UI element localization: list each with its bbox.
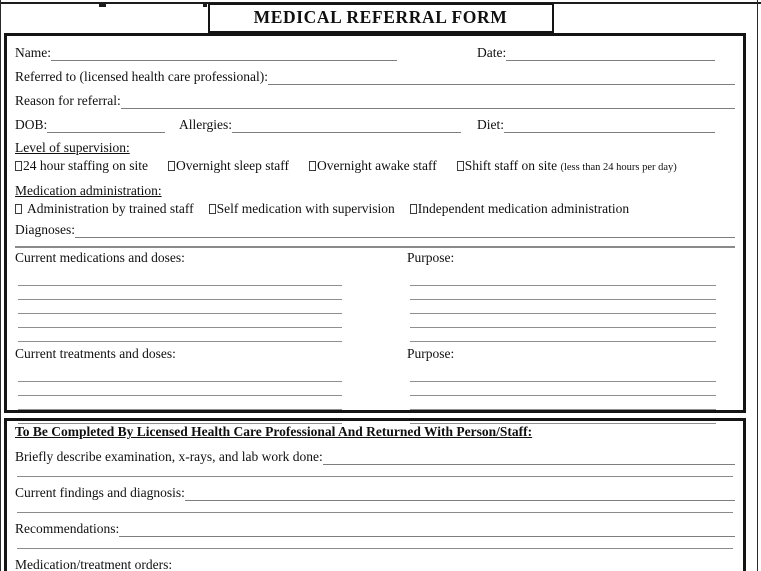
allergies-field [179, 117, 461, 133]
diet-input-line[interactable] [504, 118, 715, 133]
findings-label: Current findings and diagnosis: [15, 484, 185, 500]
treatment-line[interactable] [18, 368, 342, 382]
recommendations-label: Recommendations: [15, 520, 120, 536]
option-administration-by-trained-staff [15, 201, 194, 217]
purpose-line[interactable] [410, 286, 716, 300]
examination-input-line[interactable] [323, 450, 735, 465]
supervision-heading: Level of supervision: [15, 140, 130, 155]
medication-line[interactable] [18, 328, 342, 342]
referred-to-label: Referred to (licensed health care professional): [15, 68, 269, 84]
purpose-line[interactable] [410, 300, 716, 314]
diet-field [477, 117, 715, 133]
reason-label: Reason for referral: [15, 92, 121, 108]
medication-line[interactable] [18, 286, 342, 300]
checkbox-overnight-sleep-staff-icon[interactable] [168, 161, 175, 171]
option-overnight-sleep-staff [168, 158, 289, 174]
purpose-line[interactable] [410, 368, 716, 382]
checkbox-self-medication-icon[interactable] [209, 204, 216, 214]
diet-label: Diet: [477, 116, 504, 132]
dob-field [15, 117, 165, 133]
option-label: Self medication with supervision [216, 201, 395, 217]
medication-line[interactable] [18, 300, 342, 314]
option-label: 24 hour staffing on site [23, 158, 148, 174]
medications-purpose-heading: Purpose: [407, 250, 455, 266]
medication-orders-field [15, 555, 735, 571]
treatment-line[interactable] [18, 382, 342, 396]
recommendations-continuation-line[interactable] [17, 537, 733, 549]
allergies-label: Allergies: [179, 116, 232, 132]
treatments-purpose-heading: Purpose: [407, 346, 455, 362]
diagnoses-input-line[interactable] [75, 223, 735, 238]
crop-artifact-left-line [0, 0, 1, 571]
date-input-line[interactable] [506, 46, 715, 61]
date-field [477, 45, 715, 61]
examination-continuation-line[interactable] [17, 465, 733, 477]
medication-admin-heading: Medication administration: [15, 183, 162, 199]
option-label: Overnight sleep staff [176, 158, 289, 174]
purpose-column [407, 250, 719, 424]
reason-field [15, 90, 735, 109]
medication-orders-label: Medication/treatment orders: [15, 556, 173, 571]
name-field [15, 45, 397, 61]
allergies-input-line[interactable] [232, 118, 461, 133]
purpose-line[interactable] [410, 272, 716, 286]
recommendations-input-line[interactable] [119, 522, 735, 537]
form-title-box [208, 3, 554, 33]
option-label: Administration by trained staff [27, 201, 194, 217]
checkbox-independent-medication-icon[interactable] [410, 204, 417, 214]
medication-admin-options-row [15, 201, 735, 217]
diagnoses-field [15, 220, 735, 238]
option-independent-medication-administration [410, 201, 629, 217]
name-date-row [15, 42, 735, 61]
medication-line[interactable] [18, 314, 342, 328]
purpose-line[interactable] [410, 314, 716, 328]
medication-orders-input-line[interactable] [172, 558, 735, 571]
purpose-line[interactable] [410, 396, 716, 410]
diagnoses-label: Diagnoses: [15, 222, 75, 238]
supervision-options-row [15, 158, 735, 174]
dob-input-line[interactable] [47, 118, 165, 133]
option-note: (less than 24 hours per day) [560, 162, 677, 174]
crop-artifact-text-fragment [203, 4, 207, 7]
treatment-line[interactable] [18, 410, 342, 424]
page-title: MEDICAL REFERRAL FORM [253, 7, 508, 27]
option-self-medication-with-supervision [209, 201, 395, 217]
findings-continuation-line[interactable] [17, 501, 733, 513]
referred-to-input-line[interactable] [268, 70, 735, 85]
name-input-line[interactable] [51, 46, 397, 61]
option-overnight-awake-staff [309, 158, 437, 174]
checkbox-24-hour-staffing-icon[interactable] [15, 161, 22, 171]
examination-label: Briefly describe examination, x-rays, and lab work done: [15, 448, 323, 464]
professional-section-heading: To Be Completed By Licensed Health Care Professional And Returned With Person/Staff: [15, 424, 533, 439]
dob-allergies-diet-row [15, 114, 735, 133]
option-label: Overnight awake staff [316, 158, 437, 174]
medications-heading: Current medications and doses: [15, 250, 185, 266]
crop-artifact-text-fragment [99, 4, 106, 7]
reason-input-line[interactable] [121, 94, 735, 109]
patient-info-section [4, 33, 746, 413]
option-24-hour-staffing [15, 158, 148, 174]
findings-input-line[interactable] [185, 486, 735, 501]
recommendations-field [15, 519, 735, 537]
crop-artifact-right-line [757, 0, 758, 571]
option-label: Independent medication administration [417, 201, 630, 217]
findings-field [15, 483, 735, 501]
purpose-line[interactable] [410, 382, 716, 396]
purpose-line[interactable] [410, 328, 716, 342]
examination-field [15, 447, 735, 465]
option-label: Shift staff on site [464, 158, 558, 174]
medications-column [15, 250, 345, 424]
medication-line[interactable] [18, 272, 342, 286]
checkbox-overnight-awake-staff-icon[interactable] [309, 161, 316, 171]
checkbox-shift-staff-icon[interactable] [457, 161, 464, 171]
option-shift-staff-on-site [457, 158, 677, 175]
section-divider [15, 246, 735, 248]
treatments-heading: Current treatments and doses: [15, 346, 176, 362]
professional-section [4, 418, 746, 571]
purpose-line[interactable] [410, 410, 716, 424]
referred-to-field [15, 66, 735, 85]
treatment-line[interactable] [18, 396, 342, 410]
medications-treatments-table [15, 250, 735, 424]
dob-label: DOB: [15, 116, 48, 132]
name-label: Name: [15, 44, 51, 60]
checkbox-trained-staff-icon[interactable] [15, 204, 22, 214]
date-label: Date: [477, 44, 507, 60]
